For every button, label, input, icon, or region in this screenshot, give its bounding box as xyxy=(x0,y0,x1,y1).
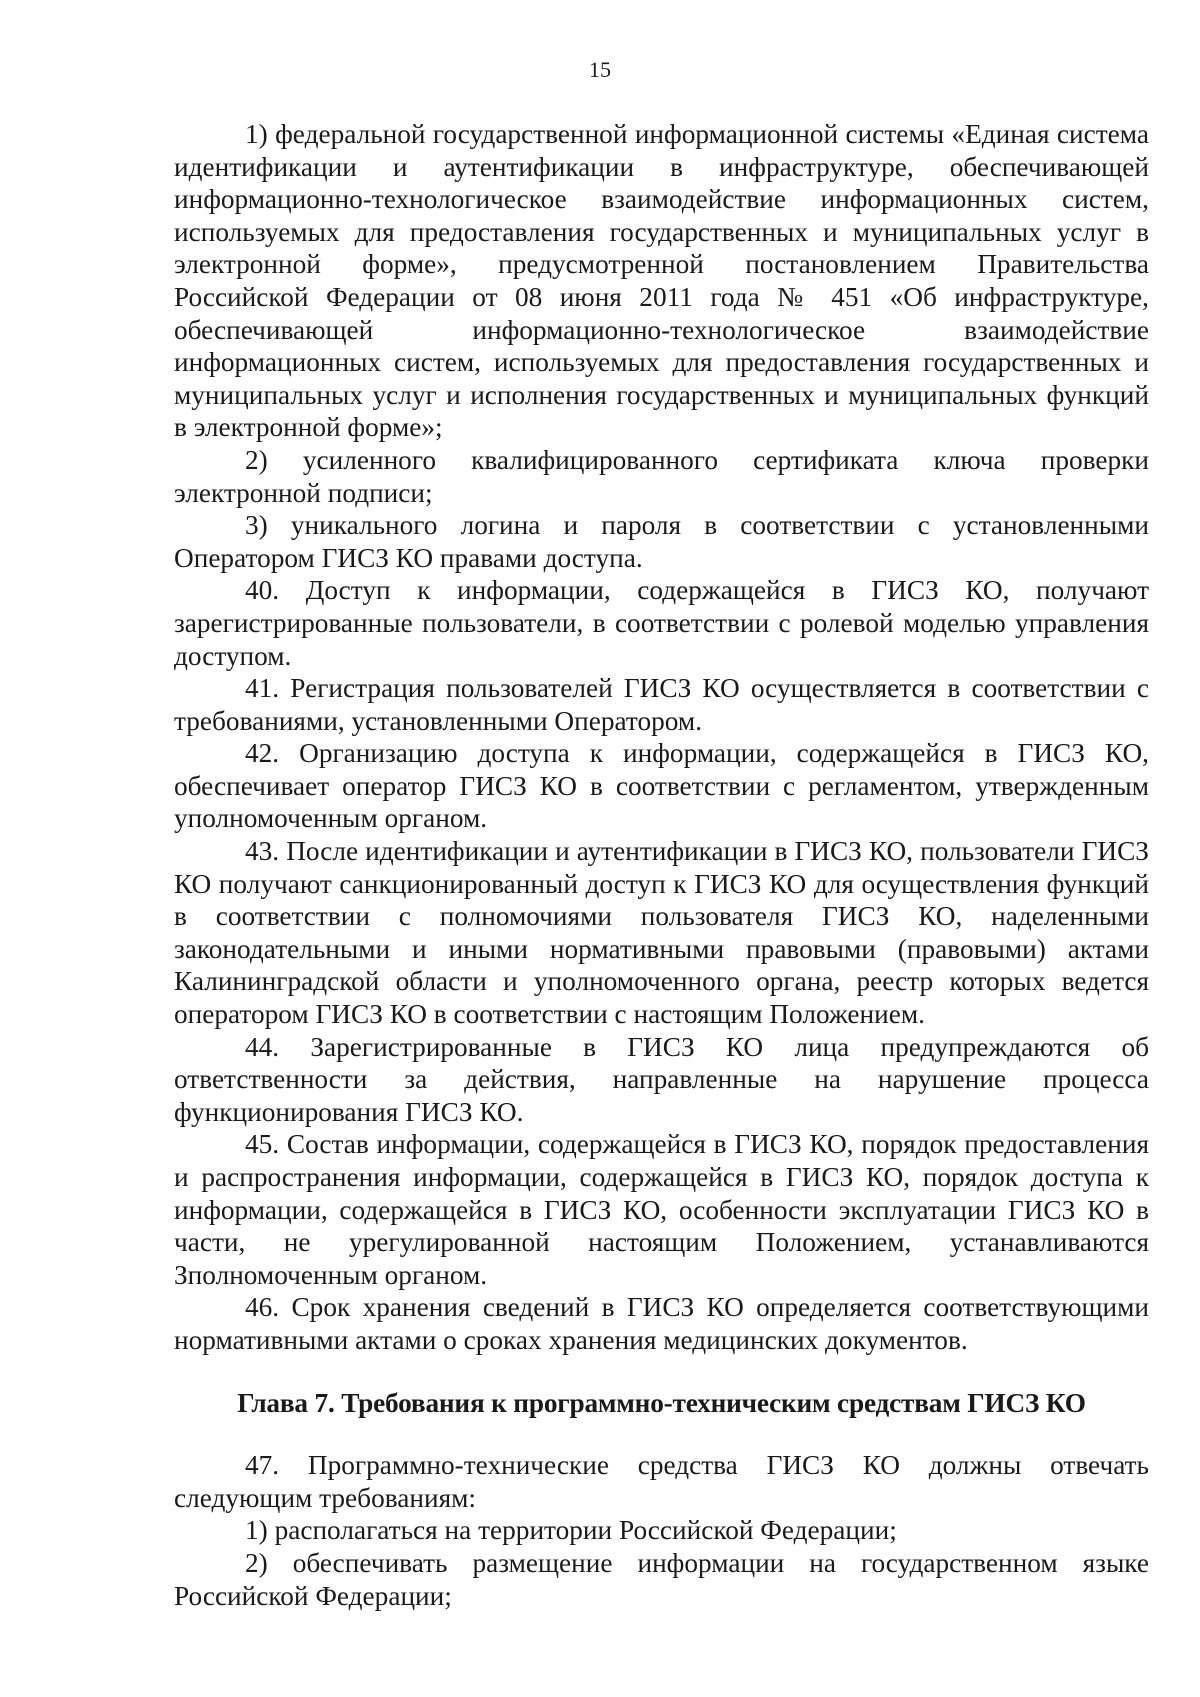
page-number: 15 xyxy=(589,57,611,82)
paragraph-44: 44. Зарегистрированные в ГИСЗ КО лица предупреждаются об ответственности за действия, направленные на нарушение процесса функционирования ГИСЗ КО. xyxy=(174,1031,1149,1127)
paragraph-45: 45. Состав информации, содержащейся в ГИСЗ КО, порядок предоставления и распространения информации, содержащейся в ГИСЗ КО, порядок доступа к информации, содержащейся в ГИСЗ КО, особенности эксплуатации ГИСЗ КО в части, не урегулированной настоящим Положением, устанавливаются Зполномоченным органом. xyxy=(174,1129,1149,1290)
paragraph-40: 40. Доступ к информации, содержащейся в ГИСЗ КО, получают зарегистрированные пользователи, в соответствии с ролевой моделью управления доступом. xyxy=(174,575,1149,671)
chapter-heading: Глава 7. Требования к программно-техническим средствам ГИСЗ КО xyxy=(237,1387,1086,1418)
paragraph-43: 43. После идентификации и аутентификации в ГИСЗ КО, пользователи ГИСЗ КО получают санкционированный доступ к ГИСЗ КО для осуществления функций в соответствии с полномочиями пользователя ГИСЗ КО, наделенными законодательными и иными нормативными правовыми (правовыми) актами Калининградской области и уполномоченного органа, реестр которых ведется оператором ГИСЗ КО в соответствии с настоящим Положением. xyxy=(174,836,1149,1030)
paragraph-41: 41. Регистрация пользователей ГИСЗ КО осуществляется в соответствии с требованиями, установленными Оператором. xyxy=(174,673,1149,736)
paragraph-sub-3: 3) уникального логина и пароля в соответствии с установленными Оператором ГИСЗ КО правами доступа. xyxy=(174,510,1149,573)
paragraph-47: 47. Программно-технические средства ГИСЗ КО должны отвечать следующим требованиям: xyxy=(174,1450,1149,1513)
paragraph-47-item-1: 1) располагаться на территории Российской Федерации; xyxy=(245,1515,897,1546)
paragraph-46: 46. Срок хранения сведений в ГИСЗ КО определяется соответствующими нормативными актами о сроках хранения медицинских документов. xyxy=(174,1292,1149,1355)
paragraph-sub-1: 1) федеральной государственной информационной системы «Единая система идентификации и аутентификации в инфраструктуре, обеспечивающей информационно-технологическое взаимодействие информационных систем, используемых для предоставления государственных и муниципальных услуг в электронной форме», предусмотренной постановлением Правительства Российской Федерации от 08 июня 2011 года № 451 «Об инфраструктуре, обеспечивающей информационно-технологическое взаимодействие информационных систем, используемых для предоставления государственных и муниципальных услуг и исполнения государственных и муниципальных функций в электронной форме»; xyxy=(174,119,1149,443)
document-body xyxy=(174,118,1149,1612)
paragraph-42: 42. Организацию доступа к информации, содержащейся в ГИСЗ КО, обеспечивает оператор ГИСЗ КО в соответствии с регламентом, утвержденным уполномоченным органом. xyxy=(174,738,1149,834)
paragraph-47-item-2: 2) обеспечивать размещение информации на государственном языке Российской Федерации; xyxy=(174,1547,1149,1611)
paragraph-sub-2: 2) усиленного квалифицированного сертификата ключа проверки электронной подписи; xyxy=(174,444,1149,508)
